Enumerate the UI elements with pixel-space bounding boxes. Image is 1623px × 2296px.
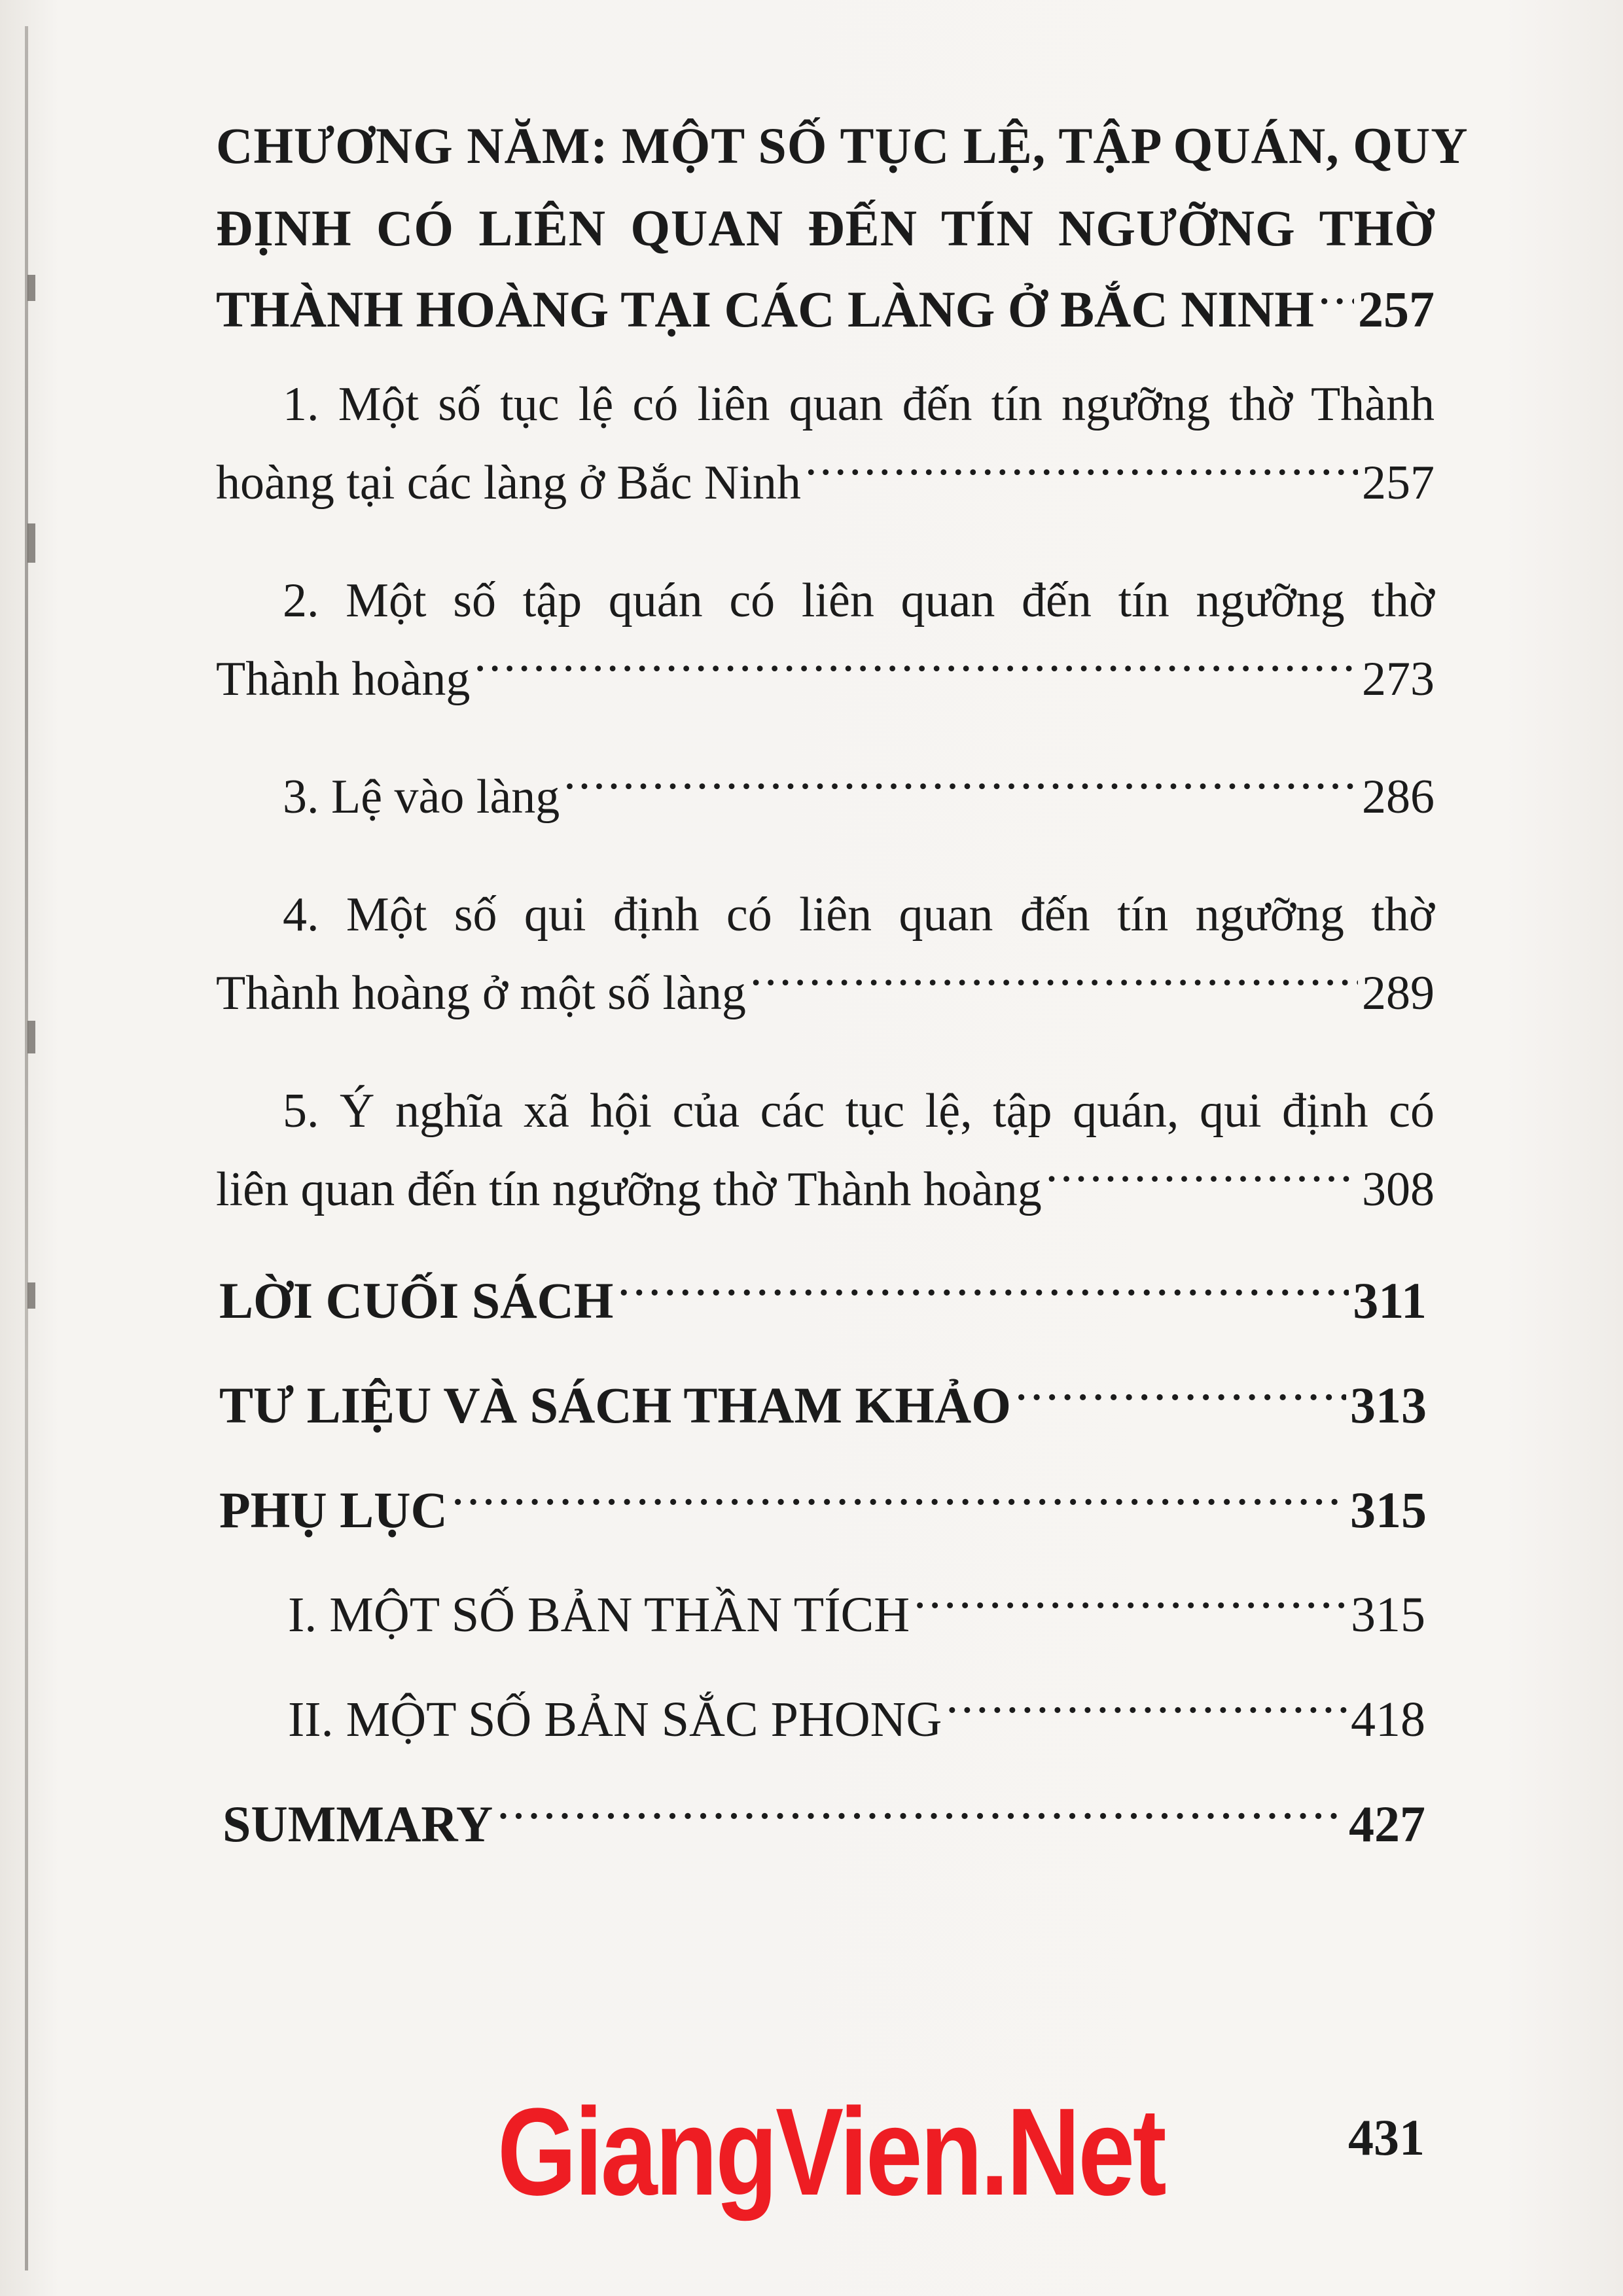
toc-section-label: PHỤ LỤC <box>219 1481 448 1538</box>
toc-entry-text: liên quan đến tín ngưỡng thờ Thành hoàng <box>216 1163 1042 1216</box>
toc-entry-3 <box>283 756 1435 838</box>
leader-dots <box>452 1476 1346 1527</box>
toc-entry-text: Thành hoàng <box>216 652 471 706</box>
toc-entry-1-line-2 <box>216 442 1435 524</box>
chapter-heading-line-1: CHƯƠNG NĂM: MỘT SỐ TỤC LỆ, TẬP QUÁN, QUY <box>216 117 1469 174</box>
chapter-heading-line-3: THÀNH HOÀNG TẠI CÁC LÀNG Ở BẮC NINH <box>216 281 1314 338</box>
scan-mark <box>27 523 35 563</box>
leader-dots <box>946 1686 1347 1736</box>
toc-entry-text: 4. Một số qui định có liên quan đến tín ngưỡng thờ <box>283 888 1435 942</box>
scan-mark <box>27 275 35 301</box>
page-ref: 289 <box>1362 966 1435 1020</box>
toc-section-label: LỜI CUỐI SÁCH <box>219 1272 614 1329</box>
page-ref: 315 <box>1350 1481 1427 1538</box>
toc-entry-text: 5. Ý nghĩa xã hội của các tục lệ, tập quán, qui định có <box>283 1084 1435 1138</box>
toc-entry-5-line-1 <box>216 1070 1435 1152</box>
toc-subsection-than-tich <box>288 1574 1425 1656</box>
toc-entry-2-line-1 <box>216 559 1435 642</box>
page-ref: 427 <box>1349 1795 1425 1852</box>
leader-dots <box>497 1790 1345 1841</box>
toc-entry-text: 3. Lệ vào làng <box>283 770 560 824</box>
page-ref: 418 <box>1351 1692 1425 1747</box>
toc-section-phu-luc <box>219 1469 1427 1551</box>
page-ref: 315 <box>1351 1587 1425 1642</box>
toc-entry-1-line-1 <box>216 363 1435 446</box>
leader-dots <box>1046 1157 1358 1205</box>
chapter-heading-last-line <box>216 268 1435 351</box>
watermark-logo: GiangVien.Net <box>497 2083 1165 2221</box>
toc-entry-text: hoàng tại các làng ở Bắc Ninh <box>216 456 801 510</box>
toc-entry-4-line-1 <box>216 874 1435 956</box>
leader-dots <box>914 1581 1347 1631</box>
page-ref: 273 <box>1362 652 1435 706</box>
toc-section-loi-cuoi-sach <box>219 1260 1427 1342</box>
page-ref: 257 <box>1358 281 1435 338</box>
toc-entry-text: 2. Một số tập quán có liên quan đến tín ngưỡng thờ <box>283 574 1435 627</box>
toc-section-label: TƯ LIỆU VÀ SÁCH THAM KHẢO <box>219 1377 1011 1434</box>
leader-dots <box>474 646 1358 695</box>
leader-dots <box>805 450 1358 499</box>
scan-mark <box>27 1021 35 1053</box>
toc-section-label: I. MỘT SỐ BẢN THẦN TÍCH <box>288 1587 910 1642</box>
chapter-heading-line-2: ĐỊNH CÓ LIÊN QUAN ĐẾN TÍN NGƯỠNG THỜ <box>216 200 1435 256</box>
leader-dots <box>750 961 1358 1009</box>
scan-mark <box>27 1282 35 1309</box>
page-ref: 311 <box>1353 1272 1427 1329</box>
leader-dots <box>617 1267 1349 1318</box>
toc-section-summary <box>223 1783 1425 1865</box>
toc-section-tu-lieu <box>219 1364 1427 1447</box>
toc-entry-text: Thành hoàng ở một số làng <box>216 966 746 1020</box>
leader-dots <box>1318 275 1354 327</box>
chapter-heading <box>216 105 1469 270</box>
page-number: 431 <box>1348 2109 1425 2166</box>
toc-subsection-sac-phong <box>288 1678 1425 1761</box>
page-ref: 308 <box>1362 1163 1435 1216</box>
toc-entry-4-line-2 <box>216 952 1435 1034</box>
toc-section-label: SUMMARY <box>223 1795 493 1852</box>
toc-section-label: II. MỘT SỐ BẢN SẮC PHONG <box>288 1692 942 1747</box>
page-ref: 257 <box>1362 456 1435 510</box>
page-ref: 286 <box>1362 770 1435 824</box>
leader-dots <box>1015 1371 1346 1422</box>
toc-entry-2-line-2 <box>216 638 1435 720</box>
toc-entry-text: 1. Một số tục lệ có liên quan đến tín ngưỡng thờ Thành <box>283 378 1435 431</box>
page-ref: 313 <box>1350 1377 1427 1434</box>
leader-dots <box>563 764 1358 813</box>
book-spine-edge <box>25 26 28 2270</box>
toc-entry-5-line-2 <box>216 1148 1435 1231</box>
